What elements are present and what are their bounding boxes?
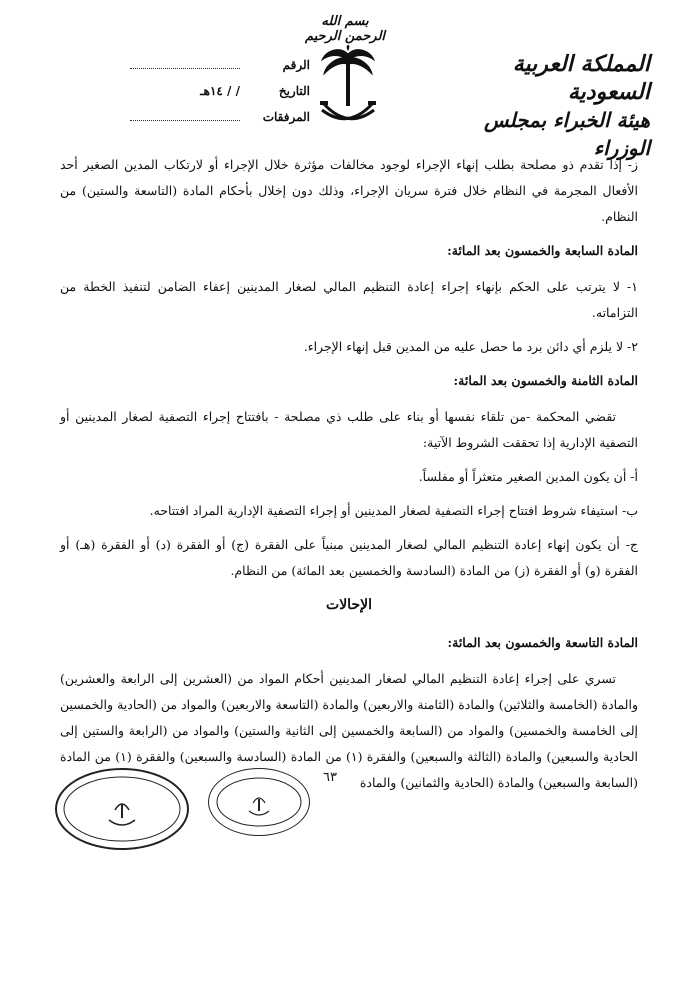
attachments-row xyxy=(90,104,310,130)
document-body xyxy=(60,152,638,804)
date-value: / / ١٤هـ xyxy=(200,84,240,98)
palm-and-swords-emblem xyxy=(318,44,378,134)
article-159-heading: المادة التاسعة والخمسون بعد المائة: xyxy=(447,635,638,650)
article-157-heading: المادة السابعة والخمسون بعد المائة: xyxy=(447,243,638,258)
reference-block xyxy=(90,52,310,130)
section-title-references: الإحالات xyxy=(326,597,372,613)
date-label: التاريخ xyxy=(278,84,310,98)
article-157-item-2: ٢- لا يلزم أي دائن برد ما حصل عليه من المدين قبل إنهاء الإجراء. xyxy=(303,339,638,354)
experts-commission-stamp xyxy=(55,768,189,850)
article-158-item-b: ب- استيفاء شروط افتتاح إجراء التصفية لصغار المدينين أو إجراء التصفية الإدارية المراد افتتاحه. xyxy=(149,503,638,518)
clause-z: ز- إذا تقدم ذو مصلحة بطلب إنهاء الإجراء لوجود مخالفات مؤثرة خلال الإجراء أو لارتكاب المدين الصغير أحد الأفعال المجرمة في النظام خلال فترة سريان الإجراء، وذلك دون إخلال بأحكام المادة (التاسعة والستين) من النظام. xyxy=(60,157,638,224)
org-name-line1: المملكة العربية السعودية xyxy=(512,51,650,105)
date-row xyxy=(90,78,310,104)
attachments-label: المرفقات xyxy=(262,110,310,124)
ref-label: الرقم xyxy=(282,58,310,72)
article-158-intro: تقضي المحكمة -من تلقاء نفسها أو بناء على طلب ذي مصلحة - بافتتاح إجراء التصفية لصغار المدينين أو التصفية الإدارية إذا تحققت الشروط الآتية: xyxy=(60,409,638,450)
attachments-blank xyxy=(130,110,240,121)
article-158-item-a: أ- أن يكون المدين الصغير متعثراً أو مفلساً. xyxy=(418,469,638,484)
ref-row xyxy=(90,52,310,78)
article-159-text: تسري على إجراء إعادة التنظيم المالي لصغار المدينين أحكام المواد من (العشرين إلى الرابعة والعشرين) والمادة (الخامسة والثلاثين) والمادة (الثامنة والاربعين) والمادة (التاسعة والاربعين) والمواد من (الحادية والخمسين إلى الخامسة والخمسين) والمواد من (السابعة والخمسين إلى الثانية والستين) والمواد من (الرابعة والستين إلى الحادية والسبعين) والمادة (الثالثة والسبعين) والفقرة (١) من المادة (السادسة والسبعين) والفقرة (١) من المادة (السابعة والسبعين) والمادة (الحادية والثمانين) والمادة xyxy=(60,671,639,790)
org-letterhead xyxy=(440,50,650,162)
article-158-heading: المادة الثامنة والخمسون بعد المائة: xyxy=(453,373,638,388)
cabinet-secretariat-stamp xyxy=(208,768,310,836)
article-158-item-c: ج- أن يكون إنهاء إعادة التنظيم المالي لصغار المدينين مبنياً على الفقرة (ج) أو الفقرة (د) أو الفقرة (هـ) أو الفقرة (و) أو الفقرة (ز) من المادة (السادسة والخمسين بعد المائة) من النظام. xyxy=(60,537,638,578)
article-157-item-1: ١- لا يترتب على الحكم بإنهاء إجراء إعادة التنظيم المالي لصغار المدينين إعفاء الضامن لتنفيذ الخطة من التزاماته. xyxy=(60,279,638,320)
basmala: بسم الله الرحمن الرحيم xyxy=(304,14,386,44)
ref-blank xyxy=(130,58,240,69)
page-number: ٦٣ xyxy=(323,770,337,785)
org-name-line2: هيئة الخبراء بمجلس الوزراء xyxy=(483,108,650,160)
